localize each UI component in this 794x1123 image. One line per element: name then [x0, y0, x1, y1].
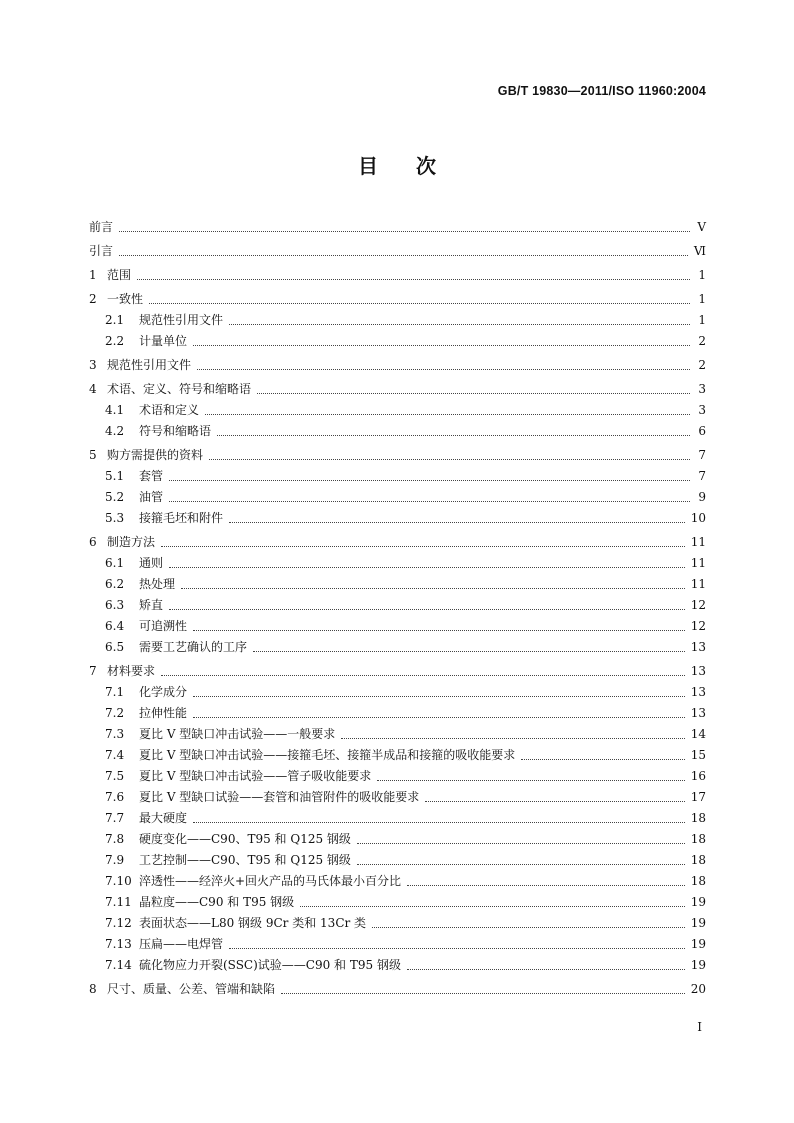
- toc-entry[interactable]: [89, 637, 706, 658]
- toc-entry[interactable]: [89, 850, 706, 871]
- toc-entry-number: 7.12: [105, 916, 132, 930]
- toc-entry-page: 20: [690, 982, 706, 996]
- toc-entry-title: 夏比 V 型缺口试验——套管和油管附件的吸收能要求: [139, 790, 420, 804]
- toc-entry-page: 11: [690, 577, 706, 591]
- toc-leader-dots: [521, 758, 684, 760]
- toc-entry-page: 3: [698, 403, 706, 417]
- page-title-right: 次: [416, 154, 436, 178]
- toc-entry-page: 18: [690, 853, 706, 867]
- toc-entry-title: 套管: [139, 469, 164, 483]
- toc-entry-number: 6.5: [105, 640, 125, 654]
- toc-entry[interactable]: [89, 682, 706, 703]
- toc-entry[interactable]: [89, 724, 706, 745]
- toc-entry-title: 硬度变化——C90、T95 和 Q125 钢级: [139, 832, 351, 846]
- toc-entry-number: 1: [89, 268, 97, 282]
- toc-leader-dots: [253, 650, 685, 652]
- toc-entry-number: 8: [89, 982, 97, 996]
- toc-entry-title: 表面状态——L80 钢级 9Cr 类和 13Cr 类: [139, 916, 367, 930]
- toc-entry-title: 规范性引用文件: [107, 358, 192, 372]
- toc-entry[interactable]: [89, 955, 706, 976]
- toc-entry-title: 化学成分: [139, 685, 188, 699]
- toc-entry-title: 前言: [89, 220, 114, 234]
- toc-entry-page: Ⅴ: [697, 220, 706, 234]
- toc-leader-dots: [300, 905, 685, 907]
- toc-entry-title: 可追溯性: [139, 619, 188, 633]
- toc-entry-page: 19: [690, 916, 706, 930]
- toc-entry-title: 引言: [89, 244, 114, 258]
- toc-entry[interactable]: [89, 487, 706, 508]
- toc-entry-page: 12: [690, 619, 706, 633]
- toc-entry[interactable]: [89, 310, 706, 331]
- toc-leader-dots: [193, 344, 690, 346]
- toc-entry[interactable]: [89, 553, 706, 574]
- toc-entry-number: 5: [89, 448, 97, 462]
- toc-leader-dots: [161, 545, 685, 547]
- toc-leader-dots: [372, 926, 685, 928]
- toc-entry-title: 拉伸性能: [139, 706, 188, 720]
- toc-leader-dots: [229, 521, 685, 523]
- toc-entry-number: 4: [89, 382, 97, 396]
- toc-entry-title: 硫化物应力开裂(SSC)试验——C90 和 T95 钢级: [139, 958, 401, 972]
- toc-entry[interactable]: [89, 241, 706, 262]
- toc-entry-title: 矫直: [139, 598, 164, 612]
- toc-entry[interactable]: [89, 445, 706, 466]
- page-title: [0, 150, 794, 179]
- toc-entry-page: 13: [690, 685, 706, 699]
- toc-leader-dots: [341, 737, 684, 739]
- toc-entry-page: 3: [698, 382, 706, 396]
- toc-entry[interactable]: [89, 400, 706, 421]
- toc-entry-title: 淬透性——经淬火+回火产品的马氏体最小百分比: [139, 874, 402, 888]
- toc-leader-dots: [407, 968, 685, 970]
- toc-entry[interactable]: [89, 265, 706, 286]
- toc-entry[interactable]: [89, 979, 706, 1000]
- toc-entry-title: 需要工艺确认的工序: [139, 640, 248, 654]
- toc-leader-dots: [229, 323, 690, 325]
- toc-entry-title: 最大硬度: [139, 811, 188, 825]
- toc-leader-dots: [193, 716, 685, 718]
- toc-entry-number: 2.2: [105, 334, 125, 348]
- toc-entry-page: 19: [690, 937, 706, 951]
- toc-entry[interactable]: [89, 703, 706, 724]
- toc-leader-dots: [169, 500, 690, 502]
- toc-leader-dots: [229, 947, 685, 949]
- toc-leader-dots: [425, 800, 684, 802]
- toc-leader-dots: [209, 458, 690, 460]
- toc-entry-title: 材料要求: [107, 664, 156, 678]
- toc-entry-title: 制造方法: [107, 535, 156, 549]
- toc-entry[interactable]: [89, 808, 706, 829]
- toc-entry-page: 19: [690, 895, 706, 909]
- toc-leader-dots: [119, 230, 690, 232]
- toc-entry-number: 7.10: [105, 874, 132, 888]
- toc-entry-number: 4.1: [105, 403, 125, 417]
- toc-entry-number: 7.5: [105, 769, 125, 783]
- toc-leader-dots: [137, 278, 690, 280]
- toc-leader-dots: [217, 434, 690, 436]
- page-title-left: 目: [358, 154, 378, 178]
- toc-entry-number: 4.2: [105, 424, 125, 438]
- toc-entry[interactable]: [89, 829, 706, 850]
- toc-entry-page: 13: [690, 706, 706, 720]
- toc-leader-dots: [193, 629, 685, 631]
- toc-leader-dots: [377, 779, 684, 781]
- toc-entry[interactable]: [89, 574, 706, 595]
- toc-entry-number: 6.1: [105, 556, 125, 570]
- toc-leader-dots: [197, 368, 690, 370]
- toc-leader-dots: [205, 413, 690, 415]
- toc-entry-number: 3: [89, 358, 97, 372]
- toc-entry-title: 规范性引用文件: [139, 313, 224, 327]
- toc-entry-page: 15: [690, 748, 706, 762]
- toc-entry[interactable]: [89, 379, 706, 400]
- toc-entry-title: 夏比 V 型缺口冲击试验——一般要求: [139, 727, 336, 741]
- toc-entry-number: 7.11: [105, 895, 132, 909]
- toc-entry-title: 夏比 V 型缺口冲击试验——接箍毛坯、接箍半成品和接箍的吸收能要求: [139, 748, 516, 762]
- toc-entry[interactable]: [89, 595, 706, 616]
- toc-leader-dots: [193, 695, 685, 697]
- toc-entry-page: 18: [690, 832, 706, 846]
- toc-entry-page: 18: [690, 811, 706, 825]
- toc-entry-number: 6.2: [105, 577, 125, 591]
- toc-entry-title: 热处理: [139, 577, 176, 591]
- toc-entry-number: 7.2: [105, 706, 125, 720]
- toc-leader-dots: [257, 392, 690, 394]
- toc-entry-title: 油管: [139, 490, 164, 504]
- toc-entry-title: 通则: [139, 556, 164, 570]
- toc-entry-title: 压扁——电焊管: [139, 937, 224, 951]
- toc-entry-page: 13: [690, 640, 706, 654]
- toc-entry-page: 7: [698, 469, 706, 483]
- toc-entry-page: 17: [690, 790, 706, 804]
- toc-entry-page: 13: [690, 664, 706, 678]
- toc-entry[interactable]: [89, 355, 706, 376]
- toc-entry-number: 5.3: [105, 511, 125, 525]
- toc-entry[interactable]: [89, 289, 706, 310]
- toc-entry[interactable]: [89, 661, 706, 682]
- toc-entry-number: 7.7: [105, 811, 125, 825]
- toc-leader-dots: [281, 992, 685, 994]
- toc-entry[interactable]: [89, 508, 706, 529]
- toc-leader-dots: [357, 863, 685, 865]
- toc-leader-dots: [161, 674, 685, 676]
- toc-entry-number: 6.4: [105, 619, 125, 633]
- toc-entry-page: 2: [698, 358, 706, 372]
- toc-entry[interactable]: [89, 766, 706, 787]
- toc-entry[interactable]: [89, 616, 706, 637]
- toc-entry-page: 18: [690, 874, 706, 888]
- toc-entry-title: 购方需提供的资料: [107, 448, 204, 462]
- toc-entry-page: Ⅵ: [693, 244, 706, 258]
- toc-entry-page: 14: [690, 727, 706, 741]
- toc-entry[interactable]: [89, 532, 706, 553]
- toc-entry-number: 7.3: [105, 727, 125, 741]
- standard-code: GB/T 19830—2011/ISO 11960:2004: [497, 84, 706, 98]
- toc-entry[interactable]: [89, 331, 706, 352]
- toc-entry[interactable]: [89, 892, 706, 913]
- toc-entry-title: 术语和定义: [139, 403, 200, 417]
- toc-entry-number: 7.14: [105, 958, 132, 972]
- toc-entry[interactable]: [89, 871, 706, 892]
- toc-entry-number: 7.13: [105, 937, 132, 951]
- toc-entry-number: 7.8: [105, 832, 125, 846]
- toc-entry-number: 5.2: [105, 490, 125, 504]
- toc-entry-number: 2.1: [105, 313, 125, 327]
- toc-entry-page: 2: [698, 334, 706, 348]
- toc-entry-number: 7: [89, 664, 97, 678]
- toc-entry-page: 11: [690, 535, 706, 549]
- toc-entry[interactable]: [89, 913, 706, 934]
- toc-entry-title: 范围: [107, 268, 132, 282]
- toc-entry-page: 1: [698, 268, 706, 282]
- toc-entry[interactable]: [89, 217, 706, 238]
- toc-leader-dots: [357, 842, 685, 844]
- toc-entry[interactable]: [89, 934, 706, 955]
- toc-entry-number: 7.6: [105, 790, 125, 804]
- toc-entry-title: 尺寸、质量、公差、管端和缺陷: [107, 982, 276, 996]
- toc-entry-number: 7.4: [105, 748, 125, 762]
- toc-entry-title: 夏比 V 型缺口冲击试验——管子吸收能要求: [139, 769, 372, 783]
- toc-entry[interactable]: [89, 745, 706, 766]
- toc-leader-dots: [169, 608, 685, 610]
- toc-entry-title: 符号和缩略语: [139, 424, 212, 438]
- toc-leader-dots: [119, 254, 688, 256]
- toc-entry[interactable]: [89, 787, 706, 808]
- toc-entry-number: 6: [89, 535, 97, 549]
- toc-entry-page: 1: [698, 292, 706, 306]
- toc-entry-title: 术语、定义、符号和缩略语: [107, 382, 252, 396]
- toc-entry[interactable]: [89, 466, 706, 487]
- toc-entry-page: 19: [690, 958, 706, 972]
- toc-leader-dots: [149, 302, 690, 304]
- page-folio: Ⅰ: [697, 1020, 702, 1034]
- toc-leader-dots: [169, 566, 685, 568]
- toc-entry-title: 工艺控制——C90、T95 和 Q125 钢级: [139, 853, 351, 867]
- toc-entry-page: 1: [698, 313, 706, 327]
- toc-entry-page: 7: [698, 448, 706, 462]
- toc-leader-dots: [407, 884, 685, 886]
- toc-entry-page: 10: [690, 511, 706, 525]
- toc-leader-dots: [193, 821, 685, 823]
- toc-entry-title: 计量单位: [139, 334, 188, 348]
- table-of-contents: [89, 217, 706, 1000]
- toc-entry[interactable]: [89, 421, 706, 442]
- toc-entry-title: 接箍毛坯和附件: [139, 511, 224, 525]
- toc-entry-number: 2: [89, 292, 97, 306]
- toc-entry-page: 9: [698, 490, 706, 504]
- toc-entry-title: 一致性: [107, 292, 144, 306]
- toc-leader-dots: [169, 479, 690, 481]
- toc-entry-page: 16: [690, 769, 706, 783]
- toc-entry-page: 6: [698, 424, 706, 438]
- toc-entry-page: 11: [690, 556, 706, 570]
- toc-entry-page: 12: [690, 598, 706, 612]
- toc-entry-number: 6.3: [105, 598, 125, 612]
- toc-entry-number: 7.9: [105, 853, 125, 867]
- toc-leader-dots: [181, 587, 685, 589]
- toc-entry-number: 5.1: [105, 469, 125, 483]
- toc-entry-number: 7.1: [105, 685, 125, 699]
- toc-entry-title: 晶粒度——C90 和 T95 钢级: [139, 895, 295, 909]
